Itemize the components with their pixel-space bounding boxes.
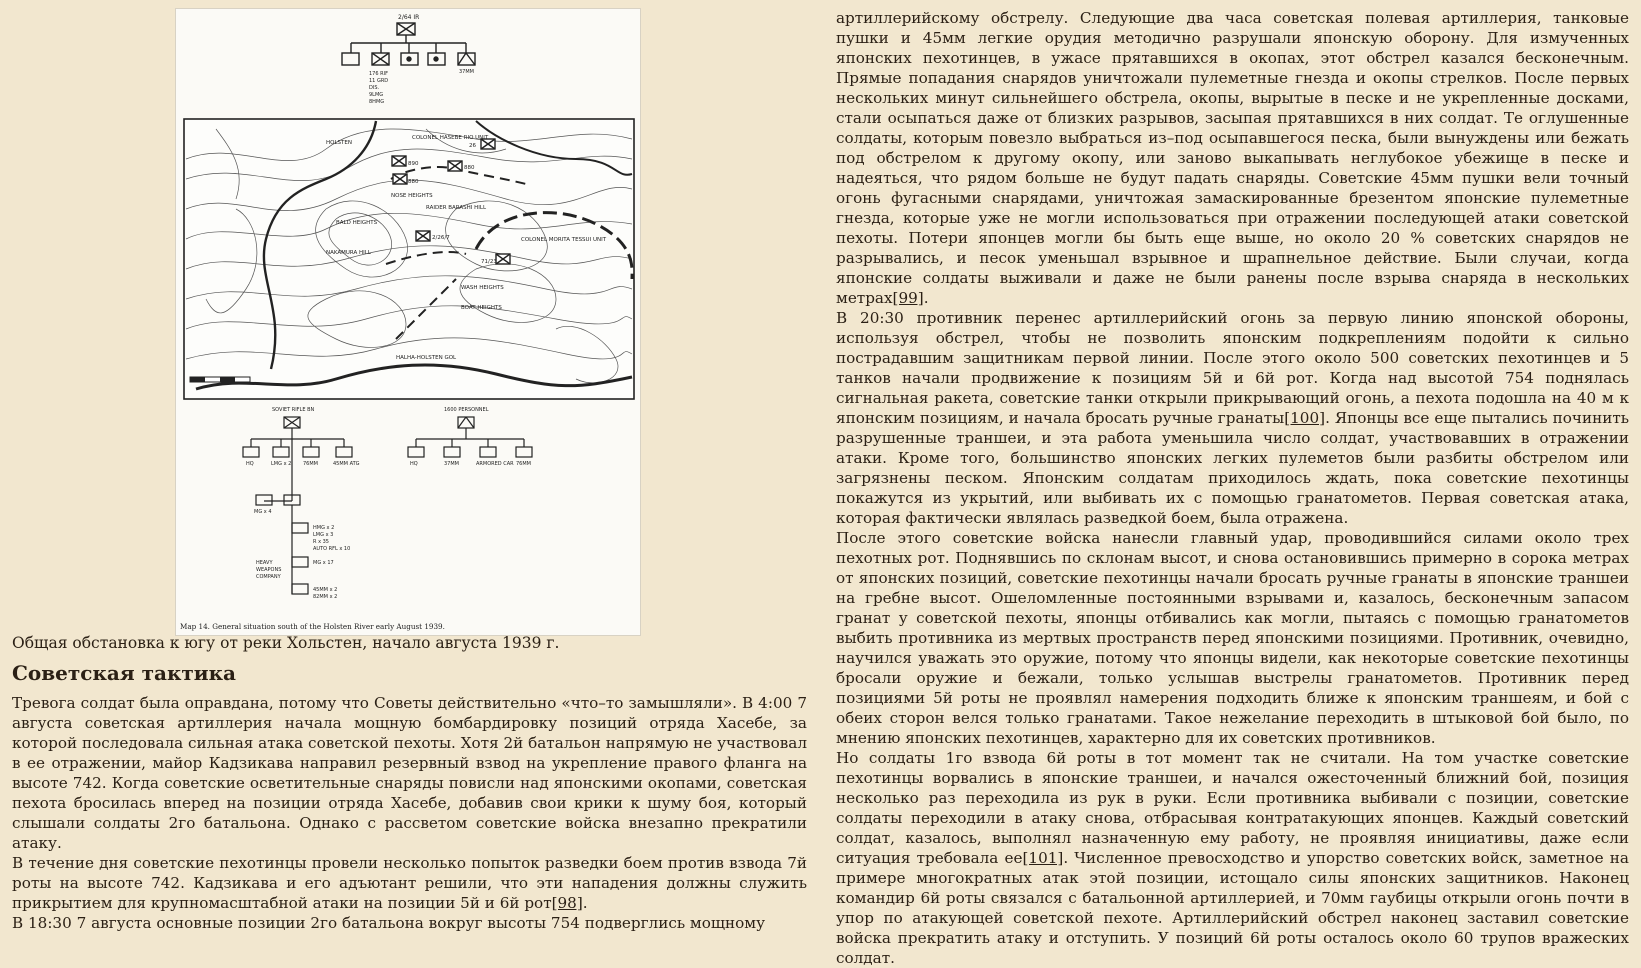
svg-text:880: 880 [464, 165, 475, 171]
footnote-link[interactable]: [98] [551, 894, 583, 912]
top-org-chart [342, 23, 475, 65]
svg-text:45MM x 2: 45MM x 2 [313, 587, 338, 593]
top-chart-unit-text: 176 RIF [369, 71, 388, 77]
svg-text:COLONEL MORITA TESSUI UNIT: COLONEL MORITA TESSUI UNIT [521, 237, 607, 243]
svg-text:NOSE HEIGHTS: NOSE HEIGHTS [391, 193, 433, 199]
svg-text:SOVIET RIFLE BN: SOVIET RIFLE BN [272, 407, 315, 413]
paragraph: Тревога солдат была оправдана, потому что Советы действительно «что–то замышляли». В 4:00 7 августа советская артиллерия начала мощную бомбардировку позиций отряда Хасебе, за которой последовала сильная атака советской пехоты. Хотя 2⁣й батальон напрямую не участвовал в ее отражении, майор Кадзикава направил резервный взвод на укрепление правого фланга на высоте 742. Когда советские осветительные снаряды повисли над японскими окопами, советская пехота бросилась вперед на позиции отряда Хасебе, добавив свои крики к шуму боя, который слышали солдаты 2⁣го батальона. Однако с рассветом советские войска внезапно прекратили атаку. [12, 694, 807, 852]
svg-text:45MM ATG: 45MM ATG [333, 461, 360, 467]
svg-text:ARMORED CAR: ARMORED CAR [476, 461, 514, 467]
svg-text:WASH HEIGHTS: WASH HEIGHTS [461, 285, 504, 291]
svg-text:HMG x 2: HMG x 2 [313, 525, 335, 531]
map-image [176, 9, 640, 635]
map-image-caption: Map 14. General situation south of the Holsten River early August 1939. [180, 622, 445, 631]
svg-text:71/23: 71/23 [481, 259, 497, 265]
svg-text:HOLSTEN: HOLSTEN [326, 140, 352, 146]
paragraph: В течение дня советские пехотинцы провели несколько попыток разведки боем против взвода 7⁣й роты на высоте 742. Кадзикава и его адъютант решили, что эти нападения должны служить прикрытием для крупномасштабной атаки на позиции 5⁣й и 6⁣й рот[98]. [12, 854, 807, 912]
svg-text:COLONEL HASEBE RIO UNIT: COLONEL HASEBE RIO UNIT [412, 135, 489, 141]
svg-text:890: 890 [408, 161, 419, 167]
svg-text:MG x 17: MG x 17 [313, 560, 334, 566]
svg-text:26: 26 [469, 143, 476, 149]
top-chart-title: 2/64 IR [398, 14, 420, 21]
footnote-link[interactable]: [101] [1022, 849, 1064, 867]
svg-text:AUTO RFL x 10: AUTO RFL x 10 [313, 546, 351, 552]
svg-text:76MM: 76MM [516, 461, 531, 467]
svg-text:HQ: HQ [410, 461, 418, 467]
svg-text:8HMG: 8HMG [369, 99, 385, 105]
svg-text:HALHA-HOLSTEN GOL: HALHA-HOLSTEN GOL [396, 355, 457, 361]
paragraph: артиллерийскому обстрелу. Следующие два часа советская полевая артиллерия, танковые пушки и 45⁣мм легкие орудия методично разрушали японскую оборону. Для измученных японских пехотинцев, в ужасе прятавшихся в окопах, этот обстрел казался бесконечным. Прямые попадания снарядов уничтожали пулеметные гнезда и окопы стрелков. После первых нескольких минут сильнейшего обстрела, окопы, вырытые в песке и не укрепленные досками, стали осыпаться даже от близких разрывов, засыпая прятавшихся в них солдат. Те оглушенные солдаты, которым повезло выбраться из–под осыпавшегося песка, были вынуждены или бежать под обстрелом к другому окопу, или заново выкапывать неглубокое убежище в песке и надеяться, что рядом больше не будут падать снаряды. Советские 45⁣мм пушки вели точный огонь фугасными снарядами, уничтожая замаскированные брезентом японские пулеметные гнезда, которые уже не могли использоваться при отражении последующей атаки советской пехоты. Потери японцев могли бы быть еще выше, но около 20 % советских снарядов не разрывались, и песок уменьшал взрывное и шрапнельное действие. Были случаи, когда японские солдаты выживали и даже не были ранены после взрыва снаряда в нескольких метрах[99]. [836, 9, 1629, 307]
svg-text:82MM x 2: 82MM x 2 [313, 594, 338, 600]
svg-text:MG x 4: MG x 4 [254, 509, 272, 515]
paragraph: Но солдаты 1⁣го взвода 6⁣й роты в тот момент так не считали. На том участке советские пехотинцы ворвались в японские траншеи, и начался ожесточенный ближний бой, позиция несколько раз переходила из рук в руки. Если противника выбивали с позиции, советские солдаты переходили в атаку снова, отбрасывая контратакующих японцев. Каждый советский солдат, казалось, выполнял назначенную ему работу, не проявляя инициативы, даже если ситуация требовала ее[101]. Численное превосходство и упорство советских войск, заметное на примере многократных атак этой позиции, истощало силы японских защитников. Наконец командир 6⁣й роты связался с батальонной артиллерией, и 70⁣мм гаубицы открыли огонь почти в упор по атакующей советской пехоте. Артиллерийский обстрел наконец заставил советские войска прекратить атаку и отступить. У позиций 6⁣й роты осталось около 60 трупов вражеских солдат. [836, 749, 1629, 967]
svg-text:1600 PERSONNEL: 1600 PERSONNEL [444, 407, 489, 413]
svg-text:LMG x 2: LMG x 2 [271, 461, 292, 467]
svg-text:76MM: 76MM [303, 461, 318, 467]
svg-text:880: 880 [408, 179, 419, 185]
footnote-link[interactable]: [99] [892, 289, 924, 307]
section-heading: Советская тактика [12, 661, 237, 685]
svg-text:37MM: 37MM [444, 461, 459, 467]
map-figure [175, 8, 641, 636]
svg-text:BALD HEIGHTS: BALD HEIGHTS [336, 220, 378, 226]
svg-text:WEAPONS: WEAPONS [256, 567, 282, 573]
svg-text:37MM: 37MM [459, 69, 474, 75]
svg-text:9LMG: 9LMG [369, 92, 384, 98]
bottom-right-org-chart [408, 417, 532, 457]
svg-text:BOAT HEIGHTS: BOAT HEIGHTS [461, 305, 502, 311]
footnote-link[interactable]: [100] [1284, 409, 1326, 427]
left-column-text [12, 693, 807, 933]
svg-text:2/26/7: 2/26/7 [432, 235, 450, 241]
svg-text:R x 35: R x 35 [313, 539, 329, 545]
figure-caption: Общая обстановка к югу от реки Хольстен, начало августа 1939 г. [12, 634, 560, 652]
right-column-text [836, 8, 1629, 968]
svg-text:COMPANY: COMPANY [256, 574, 281, 580]
svg-text:11 GRD: 11 GRD [369, 78, 389, 84]
paragraph: После этого советские войска нанесли главный удар, проводившийся силами около трех пехотных рот. Поднявшись по склонам высот, и снова остановившись примерно в сорока метрах от японских позиций, советские пехотинцы начали бросать ручные гранаты в японские траншеи на гребне высот. Ошеломленные постоянными взрывами и, казалось, бесконечным запасом гранат у советской пехоты, японцы отбивались как могли, пытаясь с помощью гранатометов выбить противника из мертвых пространств перед японскими позициями. Противник, очевидно, научился уважать это оружие, потому что японцы видели, как некоторые советские пехотинцы бросали оружие и бежали, только услышав выстрелы гранатометов. Противник перед позициями 5⁣й роты не проявлял намерения подходить ближе к японским траншеям, и бой с обеих сторон велся только гранатами. Такое нежелание переходить в штыковой бой было, по мнению японских пехотинцев, характерно для их советских противников. [836, 529, 1629, 747]
svg-text:HEAVY: HEAVY [256, 560, 273, 566]
map-frame [184, 119, 634, 399]
paragraph: В 18:30 7 августа основные позиции 2⁣го батальона вокруг высоты 754 подверглись мощному [12, 914, 766, 932]
svg-text:DIS.: DIS. [369, 85, 380, 91]
svg-text:NAKAMURA HILL: NAKAMURA HILL [326, 250, 371, 256]
svg-text:RAIDER BARASHI HILL: RAIDER BARASHI HILL [426, 205, 487, 211]
paragraph: В 20:30 противник перенес артиллерийский огонь за первую линию японской обороны, используя обстрел, чтобы не позволить японским подкреплениям подойти к сильно пострадавшим защитникам первой линии. После этого около 500 советских пехотинцев и 5 танков начали продвижение к позициям 5⁣й и 6⁣й рот. Когда над высотой 754 поднялась сигнальная ракета, советские танки открыли прикрывающий огонь, а пехота подошла на 40 м к японским позициям, и начала бросать ручные гранаты[100]. Японцы все еще пытались починить разрушенные траншеи, и эта работа уменьшила число солдат, участвовавших в отражении атаки. Кроме того, большинство японских легких пулеметов были разбиты обстрелом или загрязнены песком. Японским солдатам приходилось ждать, пока советские пехотинцы покажутся из укрытий, или выбивать их с помощью гранатометов. Первая советская атака, которая фактически являлась разведкой боем, была отражена. [836, 309, 1630, 527]
svg-text:LMG x 3: LMG x 3 [313, 532, 334, 538]
svg-text:HQ: HQ [246, 461, 254, 467]
